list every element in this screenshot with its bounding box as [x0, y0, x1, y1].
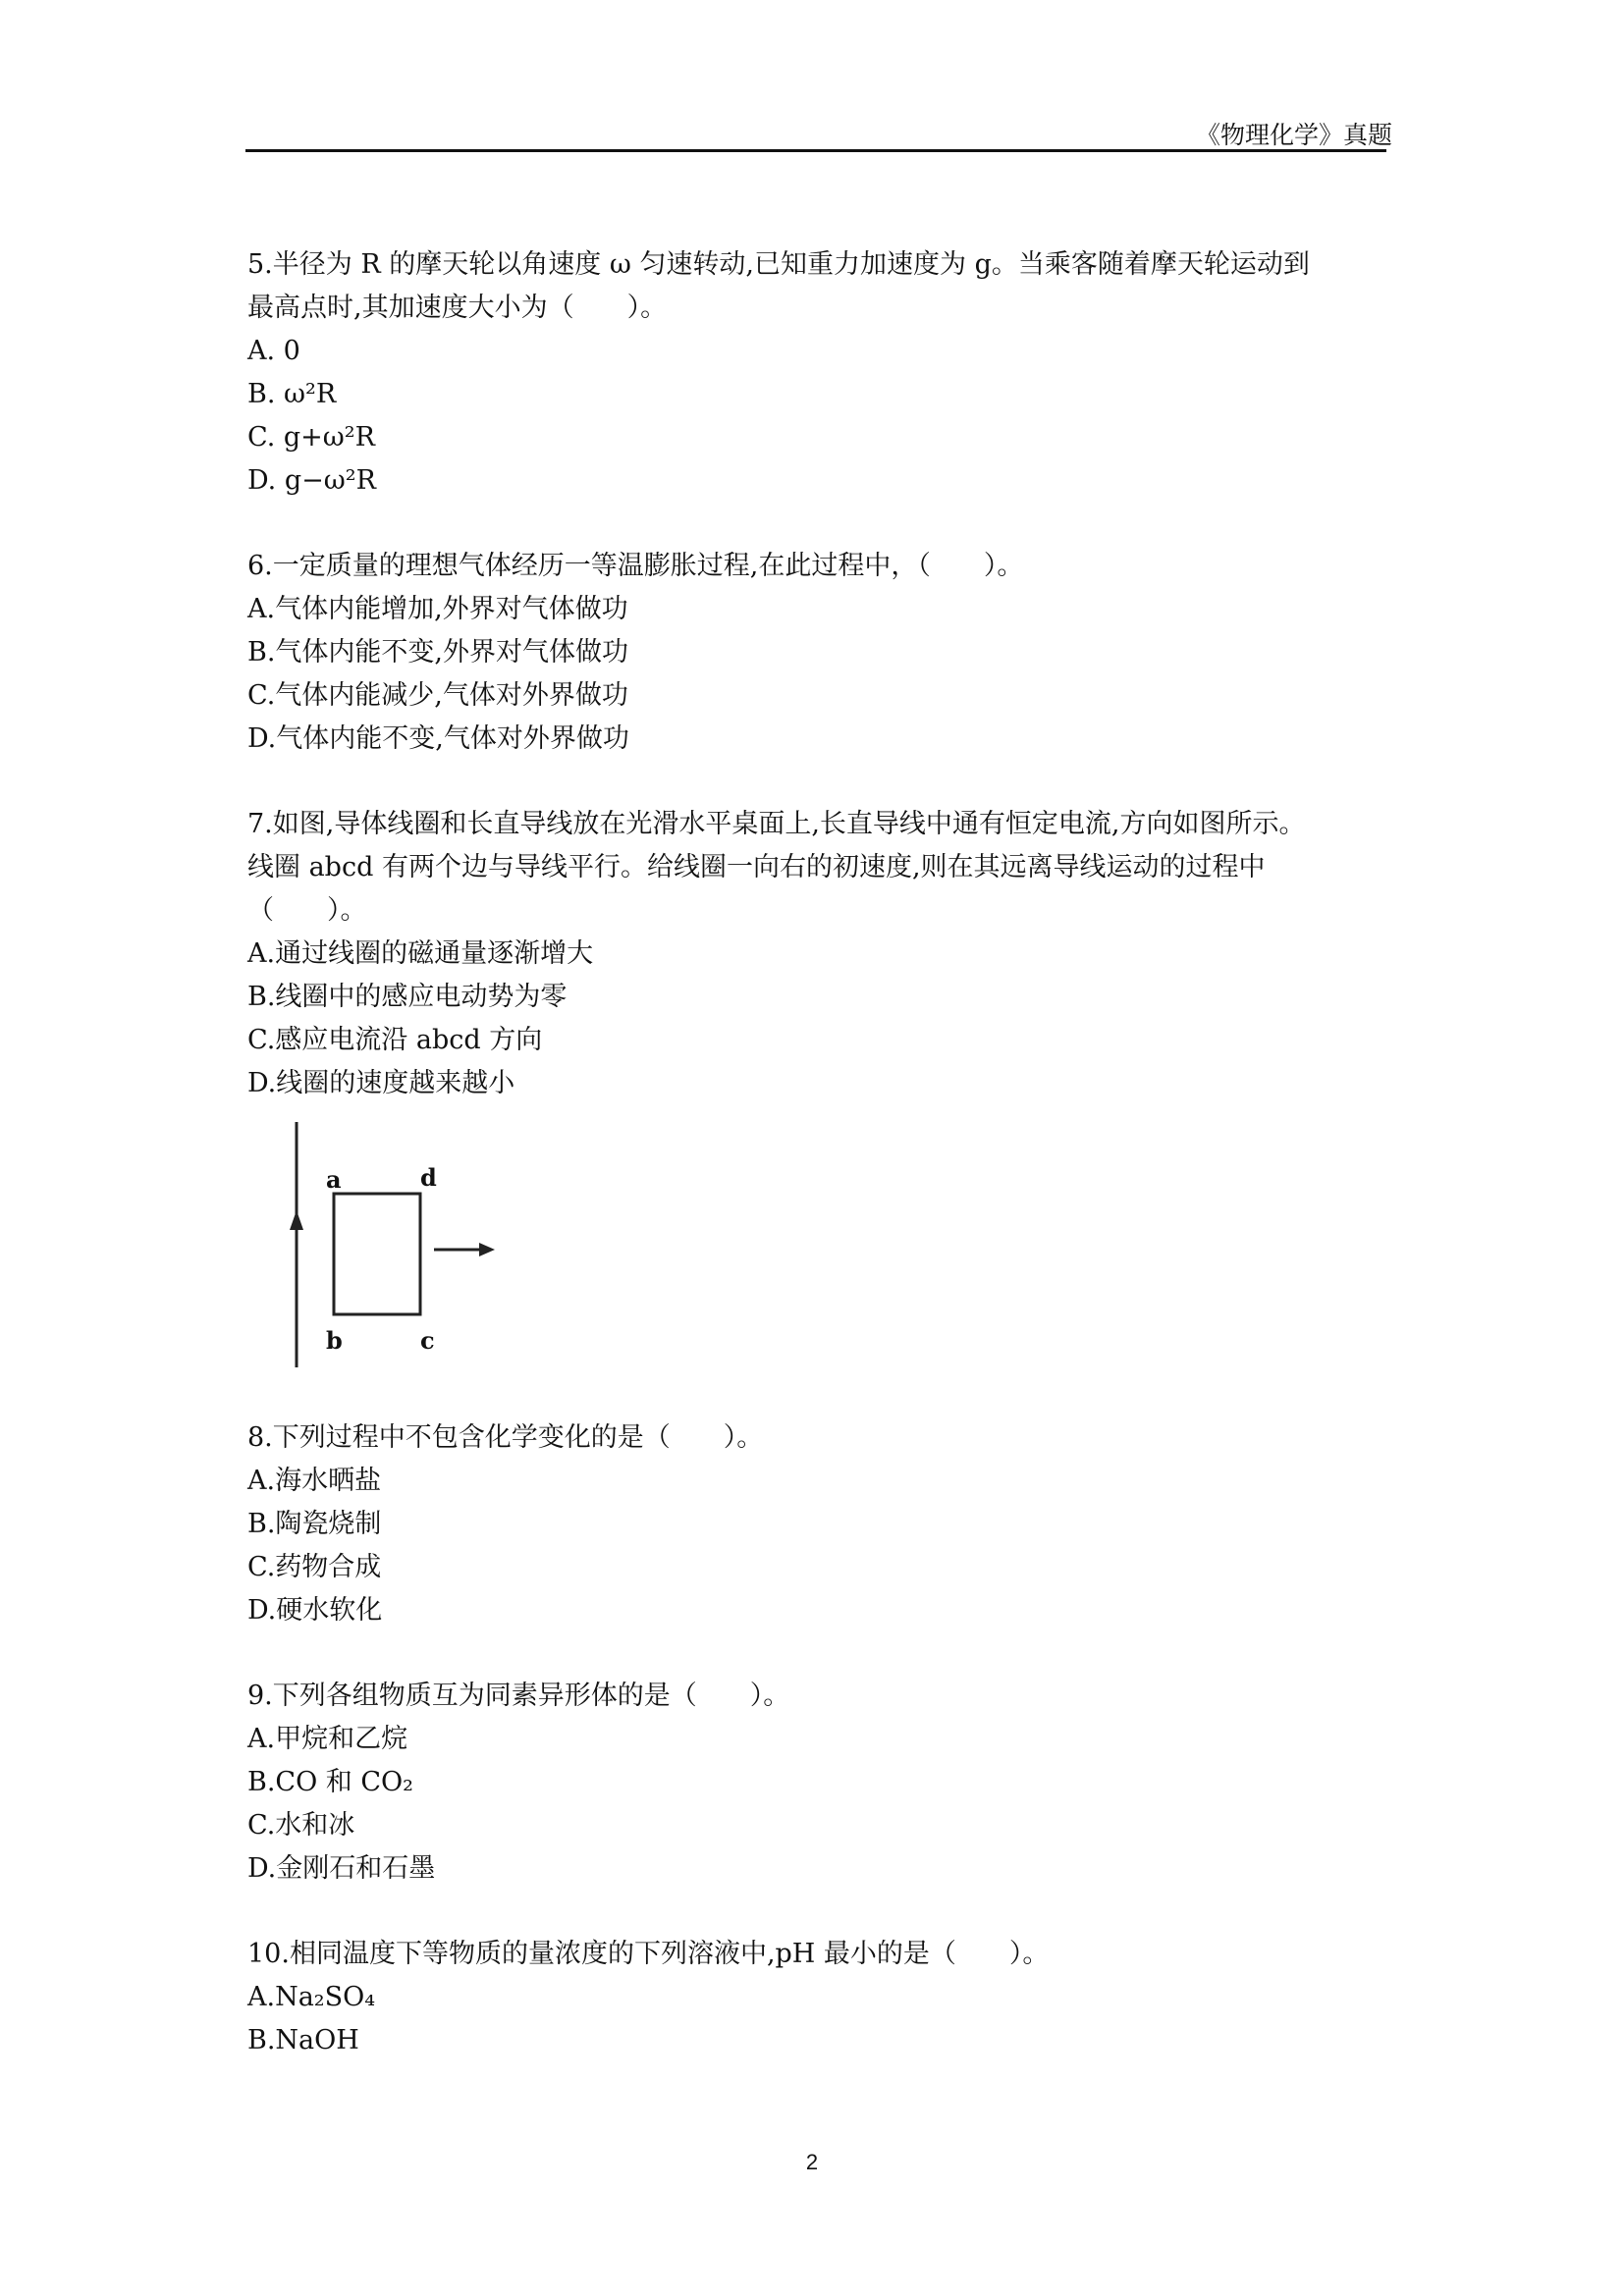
option-a: A.Na₂SO₄	[247, 1982, 376, 2012]
question-stem-line: 7.如图,导体线圈和长直导线放在光滑水平桌面上,长直导线中通有恒定电流,方向如图所示。	[247, 809, 1306, 839]
coil-abcd	[334, 1194, 420, 1314]
option-c: C.感应电流沿 abcd 方向	[247, 1025, 543, 1055]
option-d: D. g−ω²R	[247, 465, 376, 496]
option-d: D.硬水软化	[247, 1595, 383, 1626]
label-b: b	[326, 1326, 343, 1355]
option-b: B.陶瓷烧制	[247, 1509, 382, 1539]
option-b: B.NaOH	[247, 2025, 359, 2056]
option-c: C.气体内能减少,气体对外界做功	[247, 680, 628, 711]
question-9	[247, 1675, 1386, 1891]
question-8	[247, 1416, 1386, 1632]
velocity-arrow-icon	[479, 1243, 495, 1256]
option-c: C.水和冰	[247, 1810, 355, 1841]
question-stem-line: 8.下列过程中不包含化学变化的是（ ）。	[247, 1422, 764, 1453]
exam-content	[247, 243, 1386, 2105]
page-header-title: 《物理化学》真题	[1195, 121, 1392, 149]
question-5	[247, 243, 1386, 503]
current-direction-arrow-icon	[290, 1210, 303, 1230]
coil-wire-figure	[277, 1117, 571, 1377]
question-stem-line: 线圈 abcd 有两个边与导线平行。给线圈一向右的初速度,则在其远离导线运动的过程中	[247, 852, 1266, 882]
header-divider	[245, 149, 1386, 152]
option-a: A.甲烷和乙烷	[247, 1724, 408, 1754]
question-stem-line: 10.相同温度下等物质的量浓度的下列溶液中,pH 最小的是（ ）。	[247, 1939, 1050, 1969]
question-6	[247, 545, 1386, 761]
option-a: A.通过线圈的磁通量逐渐增大	[247, 938, 594, 969]
option-b: B.气体内能不变,外界对气体做功	[247, 637, 629, 667]
label-a: a	[326, 1165, 342, 1194]
label-c: c	[420, 1326, 435, 1355]
label-d: d	[420, 1163, 437, 1192]
option-b: B.CO 和 CO₂	[247, 1767, 414, 1797]
question-stem-line: （ ）。	[247, 895, 367, 926]
option-a: A. 0	[247, 336, 300, 366]
option-d: D.线圈的速度越来越小	[247, 1068, 515, 1098]
page-number: 2	[805, 2150, 819, 2174]
option-d: D.气体内能不变,气体对外界做功	[247, 723, 629, 754]
option-a: A.海水晒盐	[247, 1466, 382, 1496]
option-b: B.线圈中的感应电动势为零	[247, 982, 568, 1012]
option-b: B. ω²R	[247, 379, 337, 409]
question-7	[247, 803, 1386, 1105]
option-c: C. g+ω²R	[247, 422, 375, 453]
question-stem-line: 9.下列各组物质互为同素异形体的是（ ）。	[247, 1681, 790, 1711]
question-stem-line: 最高点时,其加速度大小为（ ）。	[247, 293, 668, 323]
question-stem-line: 6.一定质量的理想气体经历一等温膨胀过程,在此过程中，（ ）。	[247, 551, 1024, 581]
option-c: C.药物合成	[247, 1552, 382, 1582]
option-d: D.金刚石和石墨	[247, 1853, 436, 1884]
question-stem-line: 5.半径为 R 的摩天轮以角速度 ω 匀速转动,已知重力加速度为 g。当乘客随着摩天轮运动到	[247, 249, 1310, 280]
option-a: A.气体内能增加,外界对气体做功	[247, 594, 628, 624]
question-10	[247, 1933, 1386, 2062]
